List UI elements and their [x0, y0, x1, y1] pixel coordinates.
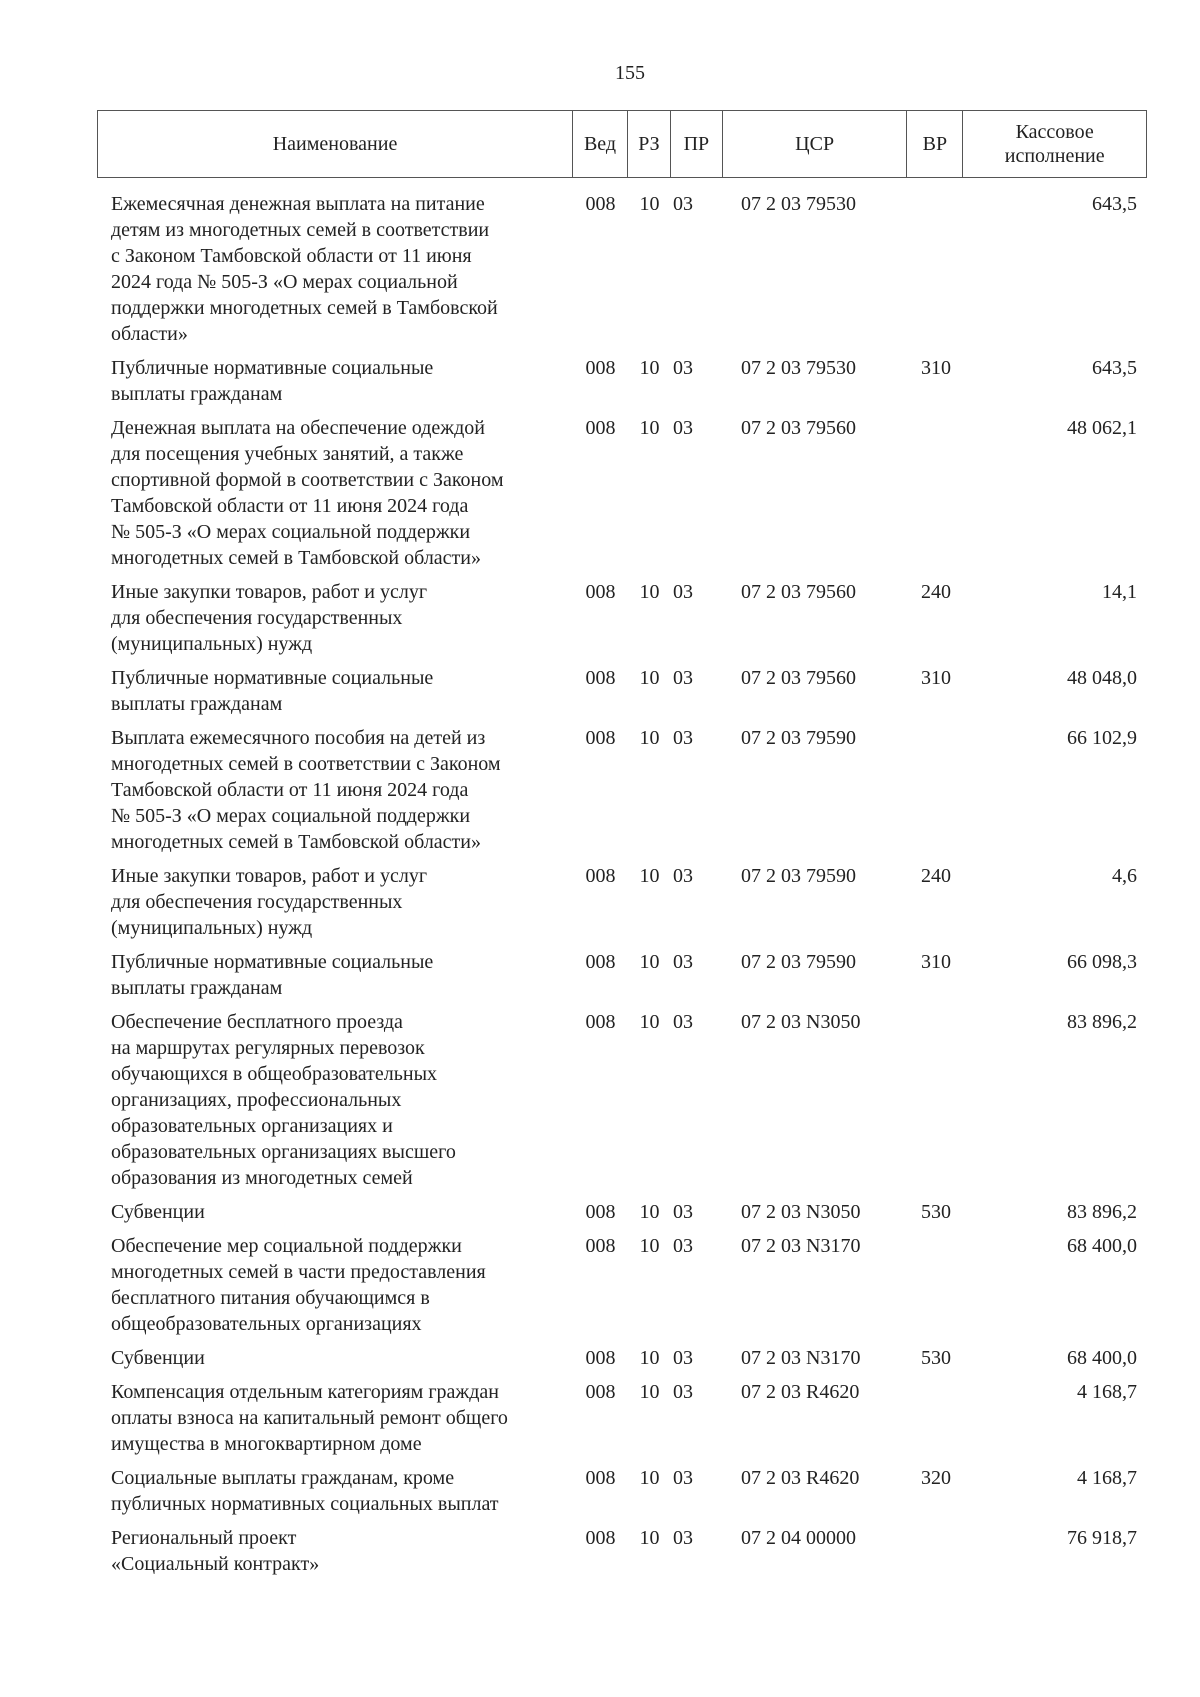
row-name: Публичные нормативные социальные выплаты гражданам	[111, 357, 434, 405]
header-pr: ПР	[671, 111, 723, 177]
row-pr: 03	[673, 727, 693, 749]
table-row	[97, 355, 1147, 407]
row-csr: 07 2 03 N3050	[741, 1201, 861, 1223]
header-name: Наименование	[98, 111, 573, 177]
row-vr: 240	[921, 865, 951, 887]
row-name: Иные закупки товаров, работ и услуг для обеспечения государственных (муниципальных) нужд	[111, 865, 428, 939]
row-vr: 530	[921, 1201, 951, 1223]
row-pr: 03	[673, 1467, 693, 1489]
row-rz: 10	[639, 1347, 660, 1369]
row-ved: 008	[585, 1527, 616, 1549]
row-sum: 48 062,1	[1067, 417, 1137, 439]
row-rz: 10	[639, 357, 660, 379]
row-sum: 4,6	[1112, 865, 1137, 887]
table-row	[97, 1345, 1147, 1371]
row-vr	[908, 1379, 964, 1457]
row-csr: 07 2 03 N3170	[741, 1347, 861, 1369]
row-vr: 310	[921, 357, 951, 379]
row-sum: 66 098,3	[1067, 951, 1137, 973]
row-rz: 10	[639, 951, 660, 973]
table-row	[97, 415, 1147, 571]
row-name: Обеспечение мер социальной поддержки многодетных семей в части предоставления бесплатного питания обучающимся в общеобразовательных организациях	[111, 1235, 486, 1335]
row-ved: 008	[585, 357, 616, 379]
row-sum: 643,5	[1092, 357, 1137, 379]
table-row	[97, 725, 1147, 855]
row-vr	[908, 1009, 964, 1191]
row-vr	[908, 1233, 964, 1337]
header-csr: ЦСР	[723, 111, 908, 177]
table-row	[97, 665, 1147, 717]
row-sum: 4 168,7	[1077, 1467, 1137, 1489]
table-row	[97, 191, 1147, 347]
row-rz: 10	[639, 1381, 660, 1403]
row-name: Ежемесячная денежная выплата на питание детям из многодетных семей в соответствии с Законом Тамбовской области от 11 июня 2024 года № 505-З «О мерах социальной поддержки многодетных семей в Тамбовской области»	[111, 193, 498, 345]
row-rz: 10	[639, 667, 660, 689]
row-csr: 07 2 03 79560	[741, 581, 856, 603]
row-name: Обеспечение бесплатного проезда на маршрутах регулярных перевозок обучающихся в общеобразовательных организациях, профессиональных образовательных организациях и образовательных организациях высшего образования из многодетных семей	[111, 1011, 456, 1189]
table-row	[97, 949, 1147, 1001]
row-csr: 07 2 03 79590	[741, 951, 856, 973]
row-csr: 07 2 03 79530	[741, 193, 856, 215]
header-sum: Кассовое исполнение	[1004, 121, 1105, 167]
row-vr	[908, 1525, 964, 1577]
row-pr: 03	[673, 1201, 693, 1223]
row-csr: 07 2 04 00000	[741, 1527, 856, 1549]
row-pr: 03	[673, 1235, 693, 1257]
row-rz: 10	[639, 1011, 660, 1033]
row-sum: 68 400,0	[1067, 1235, 1137, 1257]
row-ved: 008	[585, 865, 616, 887]
row-ved: 008	[585, 1201, 616, 1223]
row-rz: 10	[639, 417, 660, 439]
row-ved: 008	[585, 417, 616, 439]
row-pr: 03	[673, 1347, 693, 1369]
row-sum: 66 102,9	[1067, 727, 1137, 749]
row-csr: 07 2 03 79560	[741, 667, 856, 689]
row-vr	[908, 725, 964, 855]
row-ved: 008	[585, 193, 616, 215]
row-sum: 83 896,2	[1067, 1201, 1137, 1223]
row-vr: 310	[921, 667, 951, 689]
row-vr: 310	[921, 951, 951, 973]
table-row	[97, 1379, 1147, 1457]
table-row	[97, 1009, 1147, 1191]
row-pr: 03	[673, 417, 693, 439]
row-csr: 07 2 03 79590	[741, 727, 856, 749]
row-ved: 008	[585, 727, 616, 749]
row-sum: 83 896,2	[1067, 1011, 1137, 1033]
row-pr: 03	[673, 581, 693, 603]
row-name: Публичные нормативные социальные выплаты гражданам	[111, 667, 434, 715]
table-row	[97, 579, 1147, 657]
row-csr: 07 2 03 N3170	[741, 1235, 861, 1257]
row-csr: 07 2 03 79560	[741, 417, 856, 439]
row-rz: 10	[639, 1527, 660, 1549]
row-ved: 008	[585, 1467, 616, 1489]
row-vr	[908, 191, 964, 347]
row-pr: 03	[673, 865, 693, 887]
row-ved: 008	[585, 667, 616, 689]
row-pr: 03	[673, 1527, 693, 1549]
row-name: Выплата ежемесячного пособия на детей из многодетных семей в соответствии с Законом Тамбовской области от 11 июня 2024 года № 505-З «О мерах социальной поддержки многодетных семей в Тамбовской области»	[111, 727, 501, 853]
row-rz: 10	[639, 1235, 660, 1257]
row-vr: 240	[921, 581, 951, 603]
row-name: Социальные выплаты гражданам, кроме публичных нормативных социальных выплат	[111, 1467, 499, 1515]
row-rz: 10	[639, 1201, 660, 1223]
row-vr	[908, 415, 964, 571]
row-csr: 07 2 03 R4620	[741, 1467, 860, 1489]
row-rz: 10	[639, 727, 660, 749]
header-ved: Вед	[573, 111, 628, 177]
table-body	[97, 191, 1147, 1585]
row-csr: 07 2 03 79530	[741, 357, 856, 379]
header-vr: ВР	[907, 111, 963, 177]
header-rz: РЗ	[628, 111, 671, 177]
row-pr: 03	[673, 951, 693, 973]
row-name: Публичные нормативные социальные выплаты гражданам	[111, 951, 434, 999]
row-ved: 008	[585, 581, 616, 603]
row-ved: 008	[585, 1381, 616, 1403]
row-ved: 008	[585, 1347, 616, 1369]
row-name: Субвенции	[111, 1201, 205, 1223]
row-ved: 008	[585, 1011, 616, 1033]
row-vr: 530	[921, 1347, 951, 1369]
row-csr: 07 2 03 R4620	[741, 1381, 860, 1403]
row-sum: 76 918,7	[1067, 1527, 1137, 1549]
row-name: Иные закупки товаров, работ и услуг для обеспечения государственных (муниципальных) нужд	[111, 581, 428, 655]
row-pr: 03	[673, 1381, 693, 1403]
row-sum: 14,1	[1102, 581, 1137, 603]
row-vr: 320	[921, 1467, 951, 1489]
row-rz: 10	[639, 193, 660, 215]
row-pr: 03	[673, 357, 693, 379]
table-row	[97, 1199, 1147, 1225]
row-ved: 008	[585, 951, 616, 973]
row-name: Региональный проект «Социальный контракт»	[111, 1527, 320, 1575]
table-row	[97, 863, 1147, 941]
row-name: Компенсация отдельным категориям граждан оплаты взноса на капитальный ремонт общего имущества в многоквартирном доме	[111, 1381, 508, 1455]
row-sum: 68 400,0	[1067, 1347, 1137, 1369]
row-pr: 03	[673, 1011, 693, 1033]
row-sum: 4 168,7	[1077, 1381, 1137, 1403]
row-name: Денежная выплата на обеспечение одеждой для посещения учебных занятий, а также спортивной формой в соответствии с Законом Тамбовской области от 11 июня 2024 года № 505-З «О мерах социальной поддержки многодетных семей в Тамбовской области»	[111, 417, 504, 569]
row-rz: 10	[639, 581, 660, 603]
page-number: 155	[615, 62, 645, 84]
row-pr: 03	[673, 667, 693, 689]
row-csr: 07 2 03 N3050	[741, 1011, 861, 1033]
table-row	[97, 1233, 1147, 1337]
table-row	[97, 1465, 1147, 1517]
table-header	[97, 110, 1147, 178]
row-name: Субвенции	[111, 1347, 205, 1369]
row-pr: 03	[673, 193, 693, 215]
table-row	[97, 1525, 1147, 1577]
row-csr: 07 2 03 79590	[741, 865, 856, 887]
row-sum: 48 048,0	[1067, 667, 1137, 689]
row-ved: 008	[585, 1235, 616, 1257]
row-rz: 10	[639, 1467, 660, 1489]
row-sum: 643,5	[1092, 193, 1137, 215]
row-rz: 10	[639, 865, 660, 887]
